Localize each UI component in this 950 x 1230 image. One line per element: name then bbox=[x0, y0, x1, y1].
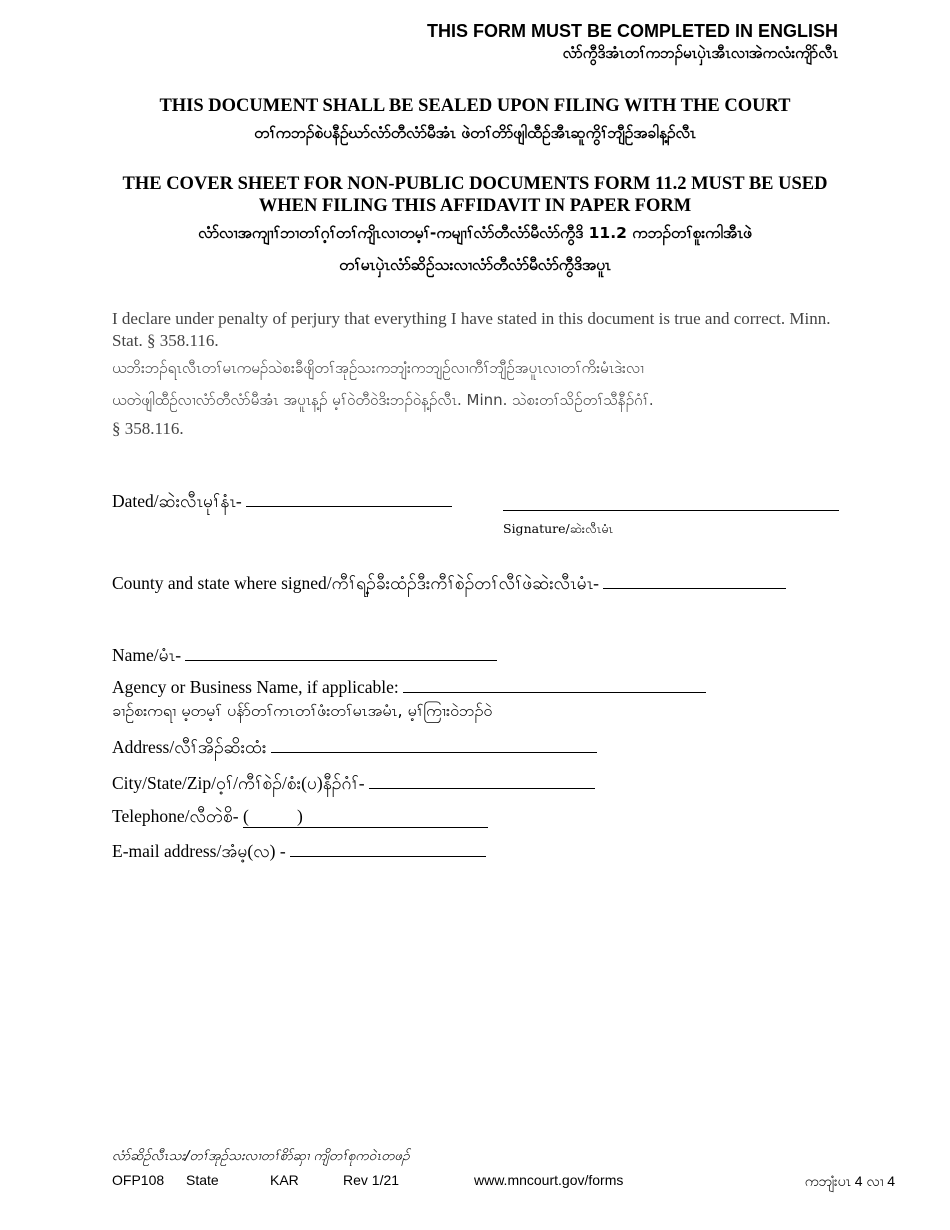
telephone-field bbox=[112, 805, 488, 828]
sealed-notice-karen: တၢ်ကဘၣ်စဲပနီဉ်ဃာ်လံာ်တီလံာ်မီအံၤ ဖဲတၢ်တိာ်ဖျါထီဉ်အီၤဆူကွိၢ်ဘျီဉ်အခါန့ၣ်လီၤ bbox=[254, 124, 696, 142]
agency-label: Agency or Business Name, if applicable: bbox=[112, 677, 399, 697]
english-required-notice: THIS FORM MUST BE COMPLETED IN ENGLISH bbox=[426, 21, 838, 41]
agency-input-line[interactable] bbox=[403, 676, 706, 693]
address-input-line[interactable] bbox=[271, 736, 597, 753]
name-label: Name/မံၤ- bbox=[112, 645, 182, 665]
dated-input-line[interactable] bbox=[246, 490, 452, 507]
footer-page-number: ကဘျံးပၤ 4 လၢ 4 bbox=[804, 1173, 895, 1189]
footer-form-code: OFP108 bbox=[112, 1172, 165, 1188]
agency-label-karen: ခၢဉ်စးကရၢ မ့တမ့ၢ် ပန်ာ်တၢ်ကၤတၢ်ဖံးတၢ်မၤအမံၤ, မ့ၢ်ကြၢးဝဲဘၣ်ဝဲ bbox=[112, 701, 493, 720]
declaration-english: I declare under penalty of perjury that everything I have stated in this document is true and correct. Minn. Stat. § 358.116. bbox=[112, 309, 831, 350]
city-field bbox=[112, 772, 595, 794]
footer-language: KAR bbox=[270, 1172, 299, 1188]
city-label: City/State/Zip/ဝ့ၢ်/ကီၢ်စဲၣ်/စံး(ပ)နီၣ်ဂံၢ်- bbox=[112, 773, 365, 793]
sealed-notice bbox=[0, 95, 950, 149]
perjury-declaration bbox=[112, 308, 840, 442]
cover-sheet-karen-1: လံာ်လၢအကျၢၢ်ဘၢတၢ်ဂ့ၢ်တၢ်ကျိၤလၢတမ့ၢ်-ကမျၢၢ်လံာ်တီလံာ်မီလံာ်ကွီဒိ 11.2 ကဘၣ်တၢ်စူးကါအီၤဖဲ bbox=[198, 224, 752, 242]
footer-state: State bbox=[186, 1172, 219, 1188]
dated-label: Dated/ဆဲးလီၤမုၢ်နံၤ- bbox=[112, 491, 242, 511]
address-field bbox=[112, 736, 597, 758]
signature-input-line[interactable] bbox=[503, 488, 839, 511]
footer-form-title: လံာ်ဆိဉ်လီၤသး/တၢ်အုဉ်သးလၢတၢ်စိာ်ဆှၢ ကျိတၢ်စုကဝဲၤတဖၣ် bbox=[112, 1148, 410, 1164]
declaration-karen-2: ယတဲဖျါထီဉ်လၢလံာ်တီလံာ်မီအံၤ အပူၤန့ၣ် မ့ၢ်ဝဲတီဝဲဒိးဘၣ်ဝဲန့ၣ်လီၤ. Minn. သဲစးတၢ်သိဉ်တၢ်သီနီၣ်ဂံၢ်. bbox=[112, 391, 654, 409]
sealed-notice-english: THIS DOCUMENT SHALL BE SEALED UPON FILING WITH THE COURT bbox=[159, 96, 791, 116]
email-input-line[interactable] bbox=[290, 840, 486, 857]
email-label: E-mail address/အံမ့(လ) - bbox=[112, 841, 286, 861]
county-label: County and state where signed/ကီၢ်ရ့ၣ်ခီးထံၣ်ဒီးကီၢ်စဲၣ်တၢ်လီၢ်ဖဲဆဲးလီၤမံၤ- bbox=[112, 573, 599, 593]
name-field bbox=[112, 644, 497, 666]
telephone-area-code-parens: ( ) bbox=[243, 806, 303, 826]
cover-sheet-english-1: THE COVER SHEET FOR NON-PUBLIC DOCUMENTS FORM 11.2 MUST BE USED bbox=[122, 174, 828, 194]
declaration-karen-1: ယဘိးဘၣ်ရၤလီၤတၢ်မၤကမၣ်သဲစးခီဖျိတၢ်အုဉ်သးကဘျံးကဘျဉ်လၢကီၢ်ဘျီဉ်အပူၤလၢတၢ်ကိးမံၤဒဲးလၢ bbox=[112, 359, 644, 377]
cover-sheet-english-2: WHEN FILING THIS AFFIDAVIT IN PAPER FORM bbox=[258, 196, 692, 216]
name-input-line[interactable] bbox=[185, 644, 497, 661]
footer-revision: Rev 1/21 bbox=[343, 1172, 400, 1188]
telephone-label: Telephone/လီတဲစိ- bbox=[112, 806, 239, 826]
signature-label: Signature/ဆဲးလီၤမံၤ bbox=[503, 521, 614, 536]
cover-sheet-notice bbox=[0, 173, 950, 281]
county-field bbox=[112, 572, 786, 594]
declaration-karen-3: § 358.116. bbox=[112, 419, 184, 438]
telephone-input-line[interactable] bbox=[243, 805, 488, 828]
dated-field bbox=[112, 490, 452, 512]
english-required-notice-karen: လံာ်ကွီဒိအံၤတၢ်ကဘၣ်မၤပှဲၤအီၤလၢအဲကလံးကျိာ်လီၤ bbox=[562, 44, 838, 62]
email-field bbox=[112, 840, 486, 862]
form-language-header bbox=[427, 20, 838, 64]
agency-field bbox=[112, 676, 706, 698]
county-input-line[interactable] bbox=[603, 572, 786, 589]
address-label: Address/လီၢ်အိၣ်ဆိးထံး bbox=[112, 737, 267, 757]
city-input-line[interactable] bbox=[369, 772, 595, 789]
footer-url[interactable]: www.mncourt.gov/forms bbox=[474, 1172, 624, 1188]
cover-sheet-karen-2: တၢ်မၤပှဲၤလံာ်ဆိဉ်သးလၢလံာ်တီလံာ်မီလံာ်ကွီဒိအပူၤ bbox=[339, 256, 611, 274]
